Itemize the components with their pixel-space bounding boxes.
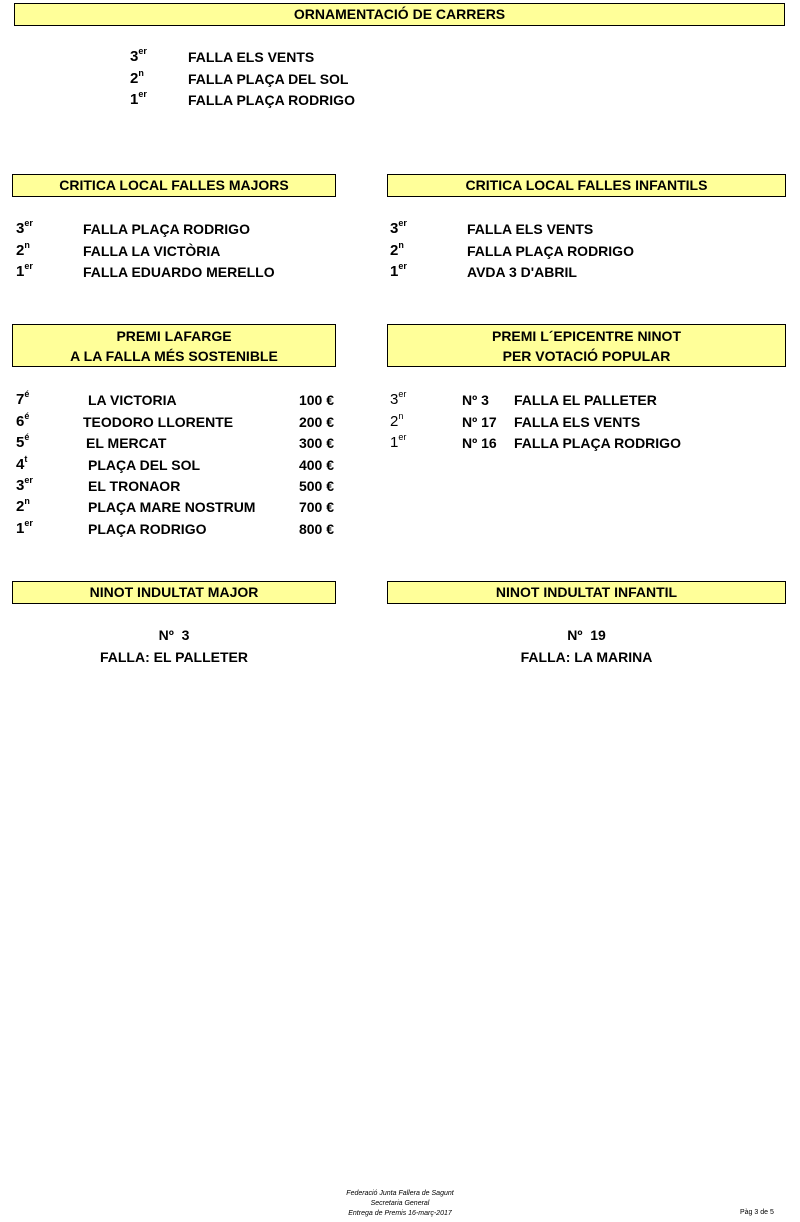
indultat-infantil-title: NINOT INDULTAT INFANTIL (495, 584, 678, 600)
indultat-major-header (12, 581, 336, 604)
critica-majors-name-1: FALLA PLAÇA RODRIGO (83, 221, 250, 237)
lafarge-amount-6: 700 € (298, 499, 334, 515)
indultat-major-title: NINOT INDULTAT MAJOR (89, 584, 259, 600)
critica-infantils-name-2: FALLA PLAÇA RODRIGO (467, 243, 634, 259)
lafarge-title-line2: A LA FALLA MÉS SOSTENIBLE (70, 348, 278, 364)
epicentre-ord-2: 2$^n$ (390, 411, 404, 430)
lafarge-amount-4: 400 € (298, 457, 334, 473)
epicentre-title-line1: PREMI L´EPICENTRE NINOT (491, 328, 681, 344)
epicentre-header (387, 324, 786, 367)
footer-block (300, 1189, 500, 1219)
critica-majors-ord-2: 2$^n$ (16, 240, 30, 259)
indultat-major-number: Nº 3 (158, 627, 190, 643)
ornamentacio-name-1: FALLA ELS VENTS (188, 49, 315, 65)
footer-line1: Federació Junta Fallera de Sagunt (346, 1190, 454, 1197)
page-number: Pàg 3 de 5 (740, 1209, 774, 1216)
ornamentacio-title: ORNAMENTACIÓ DE CARRERS (293, 6, 506, 22)
indultat-major-falla: FALLA: EL PALLETER (99, 649, 249, 665)
ornamentacio-header (14, 3, 785, 26)
critica-majors-name-2: FALLA LA VICTÒRIA (83, 243, 221, 259)
critica-infantils-title: CRITICA LOCAL FALLES INFANTILS (465, 177, 708, 193)
lafarge-ord-6: 2$^n$ (16, 496, 30, 515)
epicentre-ord-1: 3er (390, 389, 407, 408)
ornamentacio-ord-3: 1er (130, 89, 147, 108)
footer-line2: Secretaria General (370, 1200, 430, 1207)
epicentre-name-3: FALLA PLAÇA RODRIGO (514, 435, 681, 451)
lafarge-name-4: PLAÇA DEL SOL (88, 457, 201, 473)
lafarge-amount-7: 800 € (298, 521, 334, 537)
ornamentacio-ord-1: 3er (130, 46, 147, 65)
epicentre-num-1: Nº 3 (462, 392, 489, 408)
indultat-infantil-falla: FALLA: LA MARINA (520, 649, 653, 665)
critica-infantils-ord-2: 2$^n$ (390, 240, 404, 259)
footer-line3: Entrega de Premis 16-març-2017 (348, 1210, 452, 1217)
lafarge-ord-2: $6^é$ (16, 411, 30, 430)
critica-majors-ord-3: 1er (16, 261, 33, 280)
epicentre-name-2: FALLA ELS VENTS (514, 414, 641, 430)
ornamentacio-name-3: FALLA PLAÇA RODRIGO (188, 92, 355, 108)
lafarge-amount-5: 500 € (298, 478, 334, 494)
lafarge-name-7: PLAÇA RODRIGO (88, 521, 207, 537)
critica-majors-title: CRITICA LOCAL FALLES MAJORS (59, 177, 289, 193)
lafarge-ord-5: 3er (16, 475, 33, 494)
lafarge-name-3: EL MERCAT (86, 435, 167, 451)
critica-infantils-header (387, 174, 786, 197)
critica-infantils-name-1: FALLA ELS VENTS (467, 221, 594, 237)
critica-majors-header (12, 174, 336, 197)
critica-infantils-ord-1: 3er (390, 218, 407, 237)
epicentre-num-3: Nº 16 (462, 435, 497, 451)
lafarge-name-2: TEODORO LLORENTE (83, 414, 234, 430)
indultat-infantil-number: Nº 19 (567, 627, 606, 643)
epicentre-title-line2: PER VOTACIÓ POPULAR (502, 348, 671, 364)
lafarge-amount-1: 100 € (298, 392, 334, 408)
lafarge-ord-7: 1er (16, 518, 33, 537)
lafarge-title-line1: PREMI LAFARGE (116, 328, 232, 344)
lafarge-name-6: PLAÇA MARE NOSTRUM (88, 499, 256, 515)
critica-infantils-name-3: AVDA 3 D'ABRIL (467, 264, 577, 280)
indultat-infantil-header (387, 581, 786, 604)
ornamentacio-name-2: FALLA PLAÇA DEL SOL (188, 71, 349, 87)
ornamentacio-ord-2: 2$^n$ (130, 68, 144, 87)
lafarge-ord-1: $7^é$ (16, 389, 30, 408)
epicentre-ord-3: 1er (390, 432, 407, 451)
lafarge-amount-3: 300 € (298, 435, 334, 451)
epicentre-name-1: FALLA EL PALLETER (514, 392, 657, 408)
lafarge-ord-3: $5^é$ (16, 432, 30, 451)
lafarge-name-1: LA VICTORIA (88, 392, 177, 408)
critica-majors-ord-1: 3er (16, 218, 33, 237)
lafarge-ord-4: 4$^t$ (16, 454, 28, 473)
lafarge-header (12, 324, 336, 367)
lafarge-name-5: EL TRONAOR (88, 478, 181, 494)
lafarge-amount-2: 200 € (298, 414, 334, 430)
critica-majors-name-3: FALLA EDUARDO MERELLO (83, 264, 275, 280)
critica-infantils-ord-3: 1er (390, 261, 407, 280)
epicentre-num-2: Nº 17 (462, 414, 497, 430)
